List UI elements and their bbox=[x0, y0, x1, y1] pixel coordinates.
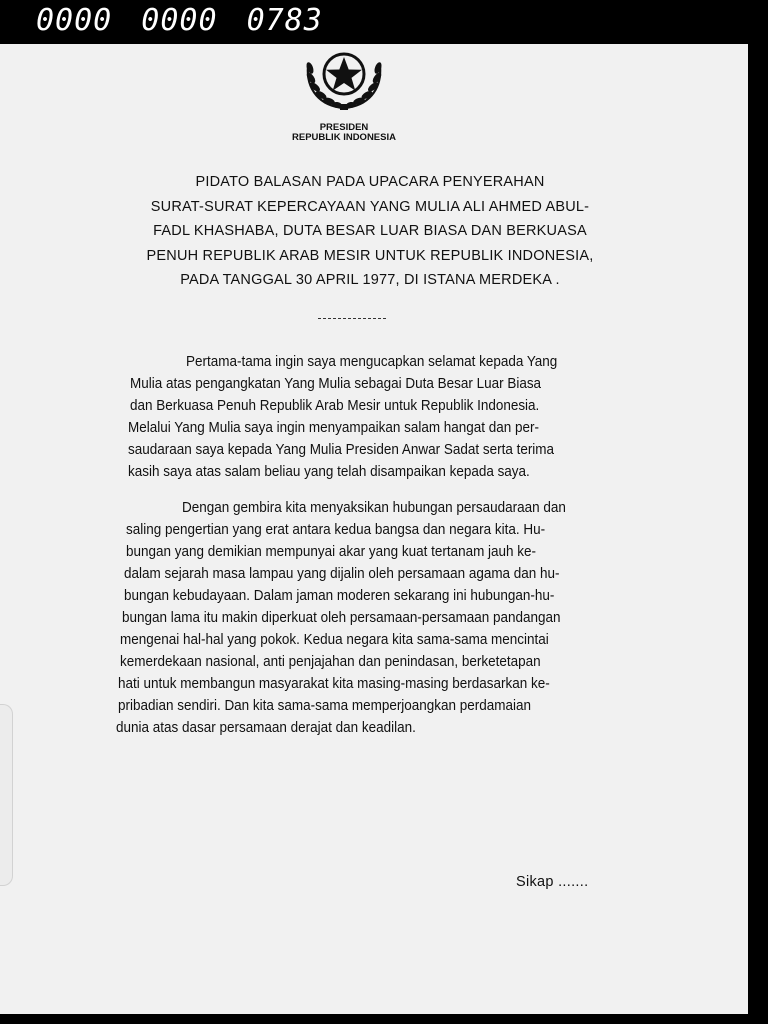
body-line: Dengan gembira kita menyaksikan hubungan persaudaraan dan bbox=[182, 500, 566, 516]
document-page bbox=[0, 44, 748, 1014]
title-divider bbox=[318, 318, 386, 319]
body-line: saling pengertian yang erat antara kedua bangsa dan negara kita. Hu- bbox=[126, 522, 546, 538]
page-edge-fold bbox=[0, 704, 13, 886]
body-line: dalam sejarah masa lampau yang dijalin oleh persamaan agama dan hu- bbox=[124, 566, 560, 582]
body-line: dunia atas dasar persamaan derajat dan keadilan. bbox=[116, 720, 416, 736]
body-line: pribadian sendiri. Dan kita sama-sama memperjoangkan perdamaian bbox=[118, 698, 532, 714]
title-line: PADA TANGGAL 30 APRIL 1977, DI ISTANA MERDEKA . bbox=[180, 272, 560, 288]
film-bottom-edge bbox=[0, 1014, 768, 1024]
frame-counter: 0000 0000 0783 bbox=[36, 3, 323, 38]
body-line: saudaraan saya kepada Yang Mulia Presiden Anwar Sadat serta terima bbox=[128, 442, 555, 458]
body-line: dan Berkuasa Penuh Republik Arab Mesir untuk Republik Indonesia. bbox=[130, 398, 540, 414]
body-line: bungan kebudayaan. Dalam jaman moderen sekarang ini hubungan-hu- bbox=[124, 588, 555, 604]
garuda-star-emblem-icon bbox=[300, 44, 388, 112]
document-title bbox=[130, 170, 610, 293]
body-line: Mulia atas pengangkatan Yang Mulia sebagai Duta Besar Luar Biasa bbox=[130, 376, 542, 392]
title-line: SURAT-SURAT KEPERCAYAAN YANG MULIA ALI AHMED ABUL- bbox=[150, 198, 590, 215]
body-line: Pertama-tama ingin saya mengucapkan selamat kepada Yang bbox=[186, 354, 558, 370]
title-line: PENUH REPUBLIK ARAB MESIR UNTUK REPUBLIK INDONESIA, bbox=[146, 247, 594, 264]
body-line: bungan lama itu makin diperkuat oleh persamaan-persamaan pandangan bbox=[122, 610, 561, 626]
body-line: kemerdekaan nasional, anti penjajahan dan penindasan, berketetapan bbox=[120, 654, 541, 670]
body-line: hati untuk membangun masyarakat kita masing-masing berdasarkan ke- bbox=[118, 676, 550, 692]
body-line: kasih saya atas salam beliau yang telah disampaikan kepada saya. bbox=[128, 464, 530, 480]
letterhead-line-1: PRESIDEN bbox=[319, 122, 369, 133]
body-line: bungan yang demikian mempunyai akar yang kuat tertanam jauh ke- bbox=[126, 544, 537, 560]
title-line: FADL KHASHABA, DUTA BESAR LUAR BIASA DAN BERKUASA bbox=[153, 223, 587, 239]
title-line: PIDATO BALASAN PADA UPACARA PENYERAHAN bbox=[195, 174, 545, 190]
next-page-marker: Sikap ....... bbox=[516, 874, 589, 890]
letterhead-line-2: REPUBLIK INDONESIA bbox=[292, 132, 396, 143]
body-line: mengenai hal-hal yang pokok. Kedua negara kita sama-sama mencintai bbox=[120, 632, 549, 648]
letterhead bbox=[244, 123, 444, 143]
body-line: Melalui Yang Mulia saya ingin menyampaikan salam hangat dan per- bbox=[128, 420, 540, 436]
